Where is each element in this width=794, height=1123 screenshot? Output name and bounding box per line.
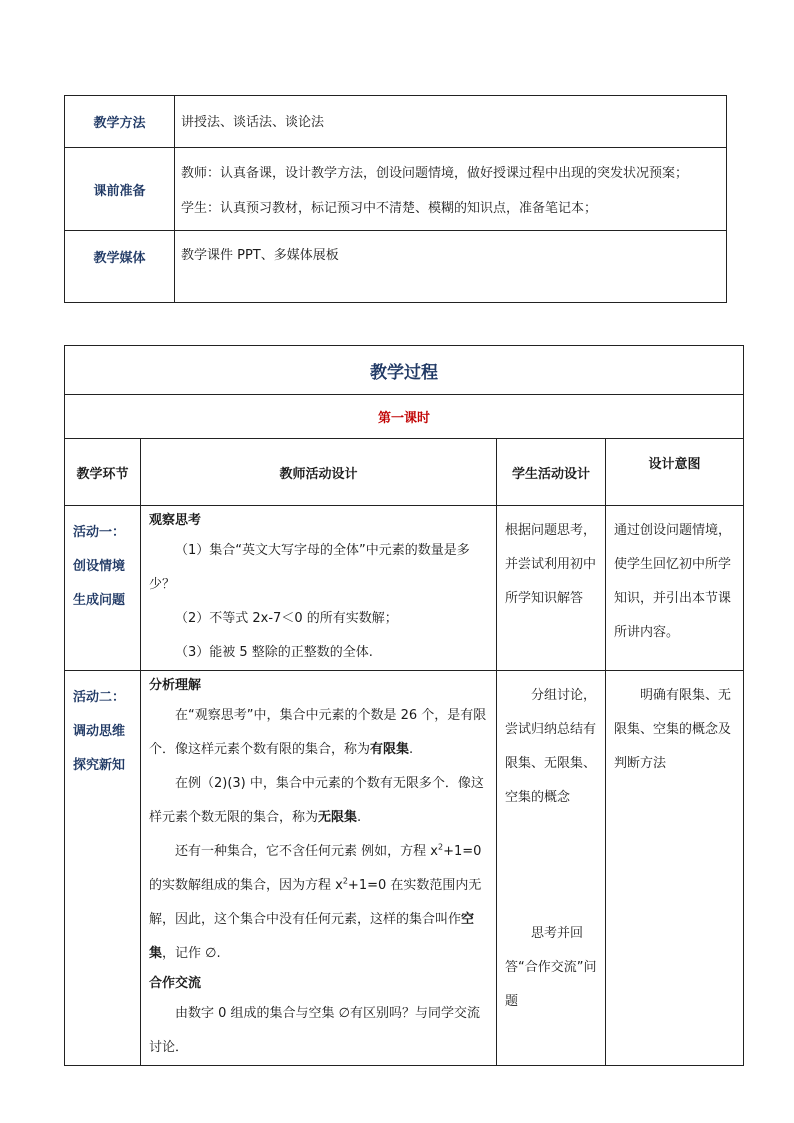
info-table	[64, 95, 727, 303]
superscript: 2	[437, 842, 444, 852]
lesson-label: 第一课时	[65, 395, 744, 439]
activity1-stage-line: 活动一：	[73, 525, 126, 540]
term-infinite-set: 无限集	[318, 810, 358, 825]
para-text: +1=0 在实数范围内无解，因此，这个集合中没有任何元素，这样的集合叫作	[149, 878, 482, 927]
method-value: 讲授法、谈话法、谈论法	[175, 96, 727, 148]
para-text: .	[357, 810, 362, 825]
activity2-para: 由数字 0 组成的集合与空集 ∅有区别吗？与同学交流讨论．	[149, 1006, 480, 1055]
activity1-stage-line: 创设情境	[73, 559, 126, 574]
activity2-para	[149, 699, 488, 767]
para-text: ，记作 ∅.	[162, 946, 221, 961]
activity1-student: 根据问题思考，并尝试利用初中所学知识解答	[497, 506, 606, 671]
para-text: 还有一种集合，它不含任何元素 例如，方程 x	[175, 844, 438, 859]
media-label: 教学媒体	[65, 231, 175, 303]
process-table	[64, 345, 744, 1066]
activity1-item: （1）集合“英文大写字母的全体”中元素的数量是多少？	[149, 543, 470, 592]
header-stage: 教学环节	[65, 439, 141, 506]
activity2-student-1: 分组讨论，尝试归纳总结有限集、无限集、空集的概念	[505, 688, 597, 805]
prep-teacher: 教师：认真备课，设计教学方法，创设问题情境，做好授课过程中出现的突发状况预案；	[181, 166, 689, 181]
method-label: 教学方法	[65, 96, 175, 148]
prep-label: 课前准备	[65, 148, 175, 231]
activity2-heading: 分析理解	[149, 678, 202, 693]
term-empty-set: 空集	[149, 912, 475, 961]
para-text: 在例（2)(3) 中，集合中元素的个数有无限多个．像这样元素个数无限的集合，称为	[149, 776, 484, 825]
activity1-item: （2）不等式 2x-7＜0 的所有实数解；	[175, 611, 398, 626]
prep-value	[175, 148, 727, 231]
activity2-stage-line: 调动思维	[73, 724, 126, 739]
prep-student: 学生：认真预习教材，标记预习中不清楚、模糊的知识点，准备笔记本；	[181, 201, 598, 216]
para-text: 在“观察思考”中，集合中元素的个数是 26 个，是有限个．像这样元素个数有限的集合，称为	[149, 708, 487, 757]
media-value: 教学课件 PPT、多媒体展板	[175, 231, 727, 303]
activity2-para	[149, 767, 488, 835]
superscript: 2	[342, 876, 348, 886]
activity1-item: （3）能被 5 整除的正整数的全体.	[175, 645, 373, 660]
header-teacher: 教师活动设计	[141, 439, 497, 506]
activity1-intent: 通过创设问题情境，使学生回忆初中所学知识，并引出本节课所讲内容。	[606, 506, 744, 671]
activity2-heading2: 合作交流	[149, 976, 202, 991]
para-text: +1=0 的实数解组成的集合，因为方程 x	[149, 844, 482, 893]
activity1-teacher	[141, 506, 497, 671]
activity2-student-2: 思考并回答“合作交流”问题	[505, 926, 597, 1009]
activity2-stage	[65, 671, 141, 1066]
activity1-heading: 观察思考	[149, 513, 202, 528]
activity1-stage-line: 生成问题	[73, 593, 126, 608]
activity2-stage-line: 活动二：	[73, 690, 126, 705]
activity1-stage	[65, 506, 141, 671]
activity2-teacher	[141, 671, 497, 1066]
activity2-intent: 明确有限集、无限集、空集的概念及判断方法	[606, 671, 744, 1066]
header-student: 学生活动设计	[497, 439, 606, 506]
header-intent: 设计意图	[606, 439, 744, 506]
term-finite-set: 有限集	[370, 742, 410, 757]
activity2-para	[149, 835, 488, 971]
activity2-student	[497, 671, 606, 1066]
para-text: .	[409, 742, 414, 757]
activity2-stage-line: 探究新知	[73, 758, 126, 773]
process-title: 教学过程	[65, 346, 744, 395]
